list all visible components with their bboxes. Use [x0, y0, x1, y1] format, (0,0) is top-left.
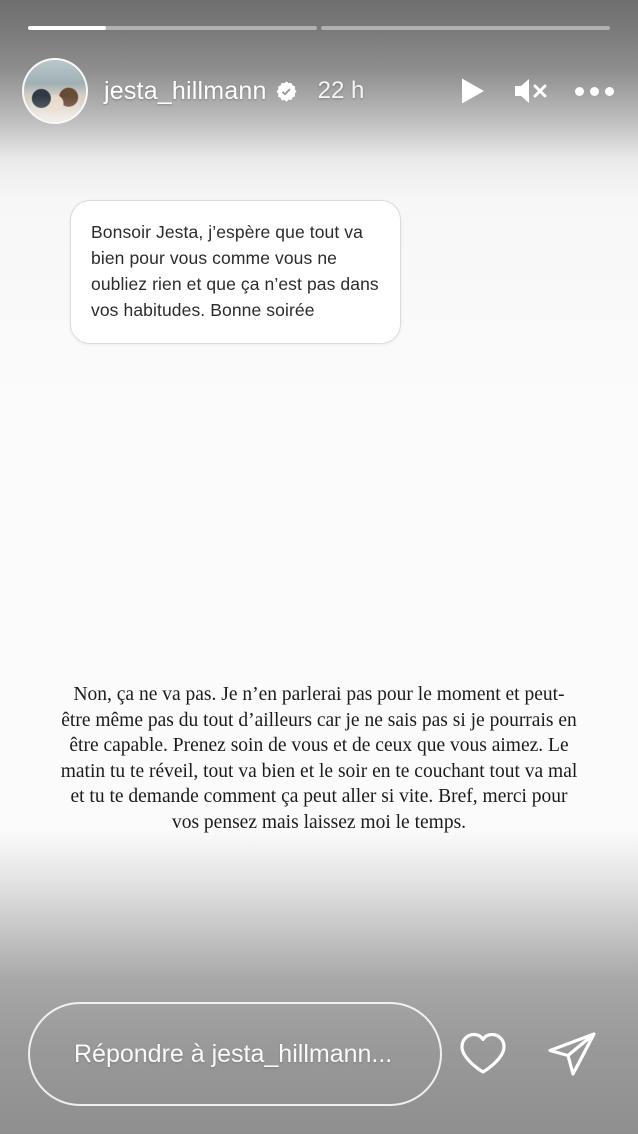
- speaker-muted-icon[interactable]: [513, 76, 549, 106]
- progress-segment-1[interactable]: [28, 26, 317, 30]
- story-header: [22, 56, 620, 126]
- question-sticker-text: Bonsoir Jesta, j’espère que tout va bien pour vous comme vous ne oubliez rien et que ça n’est pas dans vos habitudes. Bonne soirée: [91, 222, 379, 320]
- answer-text: Non, ça ne va pas. Je n’en parlerai pas pour le moment et peut-être même pas du tout d’ailleurs car je ne sais pas si je pourrais en être capable. Prenez soin de vous et de ceux que vous aimez. Le matin tu te réveil, tout va bien et le soir en te couchant tout va mal et tu te demande comment ça peut aller si vite. Bref, merci pour vos pensez mais laissez moi le temps.: [60, 684, 578, 833]
- reply-input[interactable]: [28, 1002, 442, 1106]
- footer-actions: [458, 1030, 610, 1078]
- story-progress-bars: [28, 26, 610, 30]
- avatar[interactable]: [22, 58, 88, 124]
- header-actions: [459, 76, 620, 106]
- progress-segment-2[interactable]: [321, 26, 610, 30]
- avatar-photo: [24, 60, 86, 122]
- story-footer: [28, 1002, 610, 1106]
- reply-placeholder: Répondre à jesta_hillmann...: [74, 1040, 393, 1068]
- verified-badge-icon: [275, 80, 298, 103]
- heart-icon[interactable]: [458, 1031, 508, 1077]
- username-label[interactable]: jesta_hillmann: [104, 76, 267, 105]
- question-sticker: [70, 200, 401, 344]
- play-icon[interactable]: [459, 76, 487, 106]
- send-paper-plane-icon[interactable]: [546, 1030, 598, 1078]
- more-options-icon[interactable]: [575, 87, 614, 96]
- story-timestamp: 22 h: [317, 77, 365, 104]
